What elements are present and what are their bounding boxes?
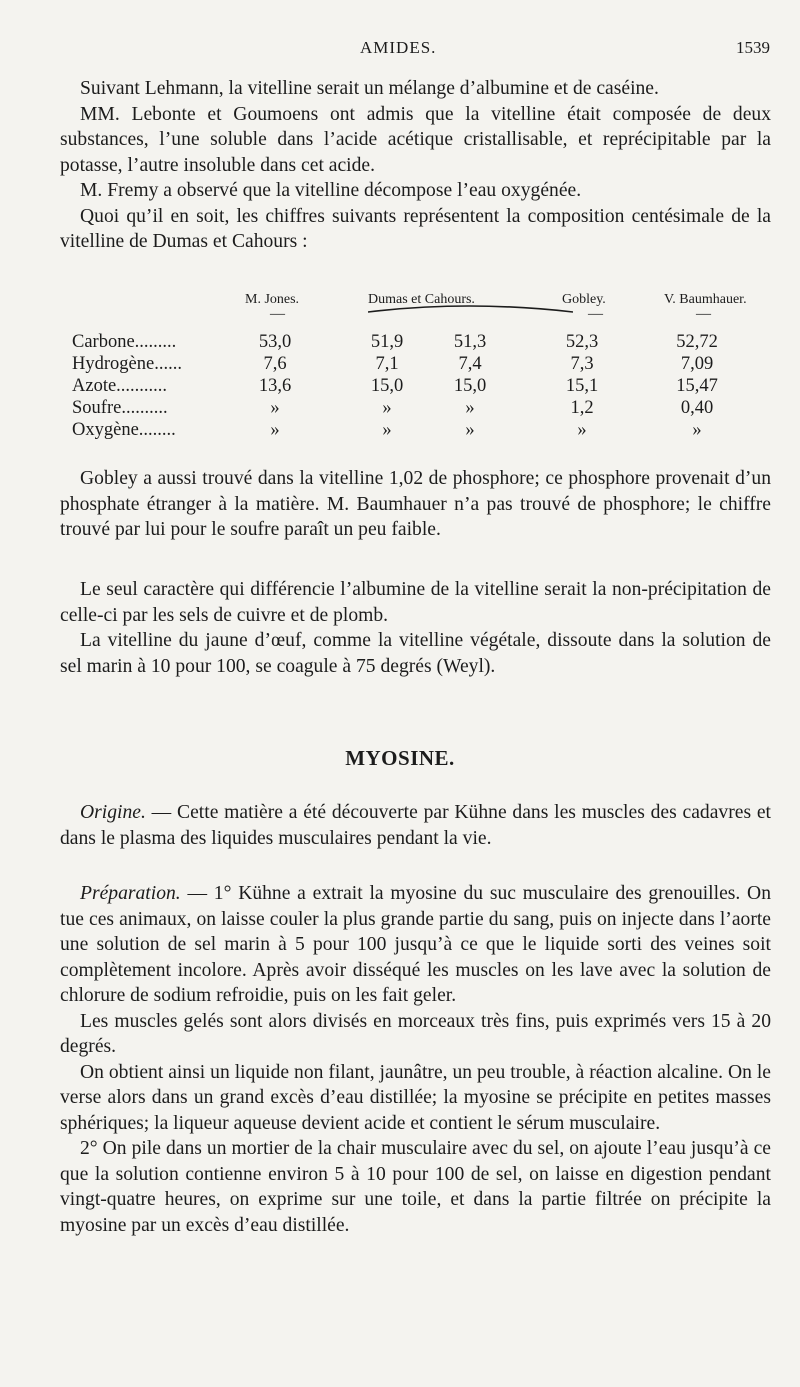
table-cell: 15,0	[370, 376, 404, 396]
table-cell: 53,0	[258, 332, 292, 352]
header-brace-rule	[368, 304, 573, 314]
header-rule: —	[588, 306, 603, 322]
table-cell: 7,1	[375, 354, 399, 374]
row-label: Oxygène........	[72, 420, 176, 440]
paragraph: On obtient ainsi un liquide non filant, jaunâtre, un peu trouble, à réaction alcaline. On le verse alors dans un grand excès d’eau distillée; la myosine se précipite en petites masses sphériques; la liqueur aqueuse devient acide et contient le sérum musculaire.	[60, 1061, 771, 1134]
table-cell: 1,2	[570, 398, 594, 418]
paragraph: La vitelline du jaune d’œuf, comme la vitelline végétale, dissoute dans la solution de sel marin à 10 pour 100, se coagule à 75 degrés (Weyl).	[60, 630, 771, 677]
table-cell: 52,3	[565, 332, 599, 352]
column-header-gobley: Gobley.	[562, 292, 606, 307]
paragraph: Les muscles gelés sont alors divisés en morceaux très fins, puis exprimés vers 15 à 20 degrés.	[60, 1010, 771, 1057]
paragraph	[60, 881, 771, 1009]
table-row-soufre	[72, 398, 772, 420]
column-header-dumas-cahours: Dumas et Cahours.	[368, 292, 475, 307]
table-cell: 52,72	[676, 332, 718, 352]
paragraph: Le seul caractère qui différencie l’albumine de la vitelline serait la non-précipitation de celle-ci par les sels de cuivre et de plomb.	[60, 579, 771, 626]
running-title: AMIDES.	[360, 38, 437, 57]
preparation-text: — 1° Kühne a extrait la myosine du suc musculaire des grenouilles. On tue ces animaux, on laisse couler la plus grande partie du sang, puis on injecte dans l’aorte une solution de sel marin à 5 pour 100 jusqu’à ce que le liquide sorti des veines soit complètement incolore. Après avoir disséqué les muscles on les lave avec la solution de chlorure de sodium refroidie, puis on les fait geler.	[60, 883, 771, 1006]
paragraph: Quoi qu’il en soit, les chiffres suivants représentent la composition centésimale de la vitelline de Dumas et Cahours :	[60, 205, 771, 252]
table-cell: 51,3	[453, 332, 487, 352]
table-cell: »	[465, 420, 475, 440]
section-heading: MYOSINE.	[345, 746, 455, 770]
header-rule: —	[696, 306, 711, 322]
row-label: Carbone.........	[72, 332, 177, 352]
table-cell: »	[382, 420, 392, 440]
row-label: Hydrogène......	[72, 354, 182, 374]
paragraph: Gobley a aussi trouvé dans la vitelline 1,02 de phosphore; ce phosphore provenait d’un phosphate étranger à la matière. M. Baumhauer n’a pas trouvé de phosphore; le chiffre trouvé par lui pour le soufre paraît un peu faible.	[60, 468, 771, 540]
table-cell: 7,3	[570, 354, 594, 374]
preparation-section	[60, 881, 771, 1238]
running-header	[60, 38, 770, 68]
table-cell: 0,40	[680, 398, 714, 418]
preparation-label: Préparation.	[80, 883, 181, 904]
table-cell: 7,4	[458, 354, 482, 374]
paragraph: M. Fremy a observé que la vitelline décompose l’eau oxygénée.	[80, 180, 582, 201]
table-cell: »	[270, 398, 280, 418]
table-cell: »	[465, 398, 475, 418]
table-cell: »	[270, 420, 280, 440]
table-row-carbone	[72, 332, 772, 354]
table-cell: 15,47	[676, 376, 718, 396]
paragraph: MM. Lebonte et Goumoens ont admis que la vitelline était composée de deux substances, l’une soluble dans l’acide acétique cristallisable, et reprécipitable par la potasse, l’autre insoluble dans cet acide.	[60, 103, 771, 176]
table-row-hydrogene	[72, 354, 772, 376]
table-cell: »	[692, 420, 702, 440]
table-cell: 15,1	[565, 376, 599, 396]
table-cell: 15,0	[453, 376, 487, 396]
origine-label: Origine.	[80, 802, 146, 823]
row-label: Soufre..........	[72, 398, 168, 418]
gobley-paragraph-block	[60, 466, 771, 543]
page-number: 1539	[736, 38, 770, 57]
paragraph: Suivant Lehmann, la vitelline serait un mélange d’albumine et de caséine.	[80, 78, 659, 99]
table-cell: 7,09	[680, 354, 714, 374]
table-cell: 7,6	[263, 354, 287, 374]
paragraph	[60, 800, 771, 851]
row-label: Azote...........	[72, 376, 168, 396]
table-cell: 13,6	[258, 376, 292, 396]
origine-text: — Cette matière a été découverte par Kühne dans les muscles des cadavres et dans le plasma des liquides musculaires pendant la vie.	[60, 802, 771, 849]
intro-section	[60, 76, 771, 255]
table-row-oxygene	[72, 420, 772, 442]
column-header-baumhauer: V. Baumhauer.	[664, 292, 747, 307]
table-cell: »	[577, 420, 587, 440]
table-row-azote	[72, 376, 772, 398]
origine-section	[60, 800, 771, 851]
column-header-jones: M. Jones.	[245, 292, 300, 307]
paragraph: 2° On pile dans un mortier de la chair musculaire avec du sel, on ajoute l’eau jusqu’à ce que la solution contienne environ 5 à 10 pour 100 de sel, on laisse en digestion pendant vingt-quatre heures, on exprime sur une toile, et dans la partie filtrée on précipite la myosine par un excès d’eau distillée.	[60, 1138, 771, 1236]
header-rule: —	[270, 306, 285, 322]
table-cell: 51,9	[370, 332, 404, 352]
table-cell: »	[382, 398, 392, 418]
albumine-section	[60, 577, 771, 679]
